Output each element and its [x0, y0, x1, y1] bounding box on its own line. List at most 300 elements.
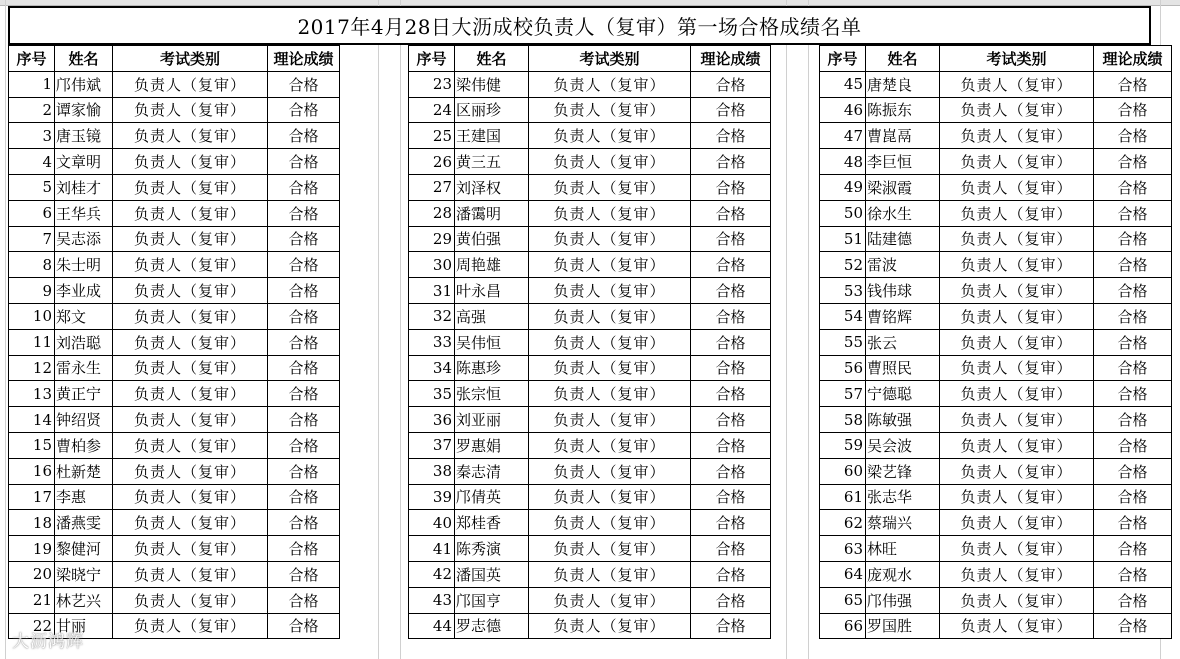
table-row	[820, 484, 1172, 510]
category-cell: 负责人（复审）	[113, 252, 268, 278]
table-row	[820, 174, 1172, 200]
table-row	[820, 97, 1172, 123]
name-cell: 曹铭辉	[866, 303, 940, 329]
score-cell: 合格	[691, 536, 771, 562]
category-cell: 负责人（复审）	[529, 329, 691, 355]
category-cell: 负责人（复审）	[940, 381, 1094, 407]
seq-cell: 38	[409, 458, 455, 484]
score-cell: 合格	[1094, 536, 1172, 562]
score-cell: 合格	[1094, 587, 1172, 613]
name-cell: 文章明	[55, 149, 113, 175]
seq-cell: 26	[409, 149, 455, 175]
table-row	[9, 200, 340, 226]
name-cell: 杜新楚	[55, 458, 113, 484]
seq-cell: 5	[9, 174, 55, 200]
header-seq: 序号	[820, 46, 866, 72]
table-row	[9, 123, 340, 149]
category-cell: 负责人（复审）	[529, 123, 691, 149]
name-cell: 梁晓宁	[55, 561, 113, 587]
seq-cell: 19	[9, 536, 55, 562]
name-cell: 张云	[866, 329, 940, 355]
category-cell: 负责人（复审）	[940, 510, 1094, 536]
seq-cell: 12	[9, 355, 55, 381]
table-row	[409, 510, 771, 536]
table-row	[409, 278, 771, 304]
table-row	[820, 407, 1172, 433]
name-cell: 郑桂香	[455, 510, 529, 536]
name-cell: 蔡瑞兴	[866, 510, 940, 536]
name-cell: 黎健河	[55, 536, 113, 562]
table-row	[9, 381, 340, 407]
seq-cell: 43	[409, 587, 455, 613]
name-cell: 吴会波	[866, 432, 940, 458]
score-cell: 合格	[691, 303, 771, 329]
table-row	[9, 432, 340, 458]
category-cell: 负责人（复审）	[940, 458, 1094, 484]
score-cell: 合格	[268, 123, 340, 149]
name-cell: 甘丽	[55, 613, 113, 639]
category-cell: 负责人（复审）	[940, 536, 1094, 562]
category-cell: 负责人（复审）	[529, 458, 691, 484]
category-cell: 负责人（复审）	[529, 200, 691, 226]
results-table-3	[819, 45, 1172, 639]
name-cell: 刘浩聪	[55, 329, 113, 355]
name-cell: 王建国	[455, 123, 529, 149]
seq-cell: 60	[820, 458, 866, 484]
table-row	[9, 149, 340, 175]
name-cell: 区丽珍	[455, 97, 529, 123]
category-cell: 负责人（复审）	[113, 355, 268, 381]
category-cell: 负责人（复审）	[529, 174, 691, 200]
score-cell: 合格	[691, 432, 771, 458]
table-row	[9, 303, 340, 329]
name-cell: 刘泽权	[455, 174, 529, 200]
score-cell: 合格	[268, 355, 340, 381]
seq-cell: 52	[820, 252, 866, 278]
seq-cell: 7	[9, 226, 55, 252]
table-row	[9, 278, 340, 304]
category-cell: 负责人（复审）	[529, 587, 691, 613]
category-cell: 负责人（复审）	[113, 226, 268, 252]
category-cell: 负责人（复审）	[940, 71, 1094, 97]
name-cell: 刘桂才	[55, 174, 113, 200]
category-cell: 负责人（复审）	[529, 149, 691, 175]
score-cell: 合格	[268, 303, 340, 329]
category-cell: 负责人（复审）	[529, 252, 691, 278]
name-cell: 潘国英	[455, 561, 529, 587]
category-cell: 负责人（复审）	[529, 536, 691, 562]
name-cell: 宁德聪	[866, 381, 940, 407]
table-row	[409, 561, 771, 587]
seq-cell: 20	[9, 561, 55, 587]
category-cell: 负责人（复审）	[113, 303, 268, 329]
name-cell: 刘亚丽	[455, 407, 529, 433]
category-cell: 负责人（复审）	[113, 432, 268, 458]
score-cell: 合格	[1094, 278, 1172, 304]
table-row	[820, 613, 1172, 639]
score-cell: 合格	[691, 200, 771, 226]
score-cell: 合格	[1094, 484, 1172, 510]
name-cell: 罗国胜	[866, 613, 940, 639]
name-cell: 黄伯强	[455, 226, 529, 252]
category-cell: 负责人（复审）	[940, 278, 1094, 304]
seq-cell: 24	[409, 97, 455, 123]
category-cell: 负责人（复审）	[940, 149, 1094, 175]
table-row	[9, 587, 340, 613]
name-cell: 邝伟强	[866, 587, 940, 613]
category-cell: 负责人（复审）	[529, 510, 691, 536]
seq-cell: 13	[9, 381, 55, 407]
table-row	[820, 536, 1172, 562]
seq-cell: 39	[409, 484, 455, 510]
score-cell: 合格	[1094, 200, 1172, 226]
score-cell: 合格	[691, 484, 771, 510]
category-cell: 负责人（复审）	[529, 381, 691, 407]
table-row	[409, 123, 771, 149]
table-row	[9, 174, 340, 200]
seq-cell: 58	[820, 407, 866, 433]
table-row	[409, 484, 771, 510]
category-cell: 负责人（复审）	[529, 278, 691, 304]
score-cell: 合格	[1094, 97, 1172, 123]
score-cell: 合格	[1094, 226, 1172, 252]
table-row	[409, 587, 771, 613]
seq-cell: 53	[820, 278, 866, 304]
category-cell: 负责人（复审）	[113, 510, 268, 536]
table-row	[409, 71, 771, 97]
score-cell: 合格	[1094, 381, 1172, 407]
category-cell: 负责人（复审）	[113, 329, 268, 355]
table-row	[820, 329, 1172, 355]
category-cell: 负责人（复审）	[529, 71, 691, 97]
name-cell: 高强	[455, 303, 529, 329]
table-row	[820, 587, 1172, 613]
header-seq: 序号	[9, 46, 55, 72]
table-row	[409, 613, 771, 639]
table-row	[820, 149, 1172, 175]
score-cell: 合格	[1094, 432, 1172, 458]
seq-cell: 1	[9, 71, 55, 97]
category-cell: 负责人（复审）	[113, 200, 268, 226]
score-cell: 合格	[268, 613, 340, 639]
seq-cell: 23	[409, 71, 455, 97]
grid-column-line	[378, 0, 379, 659]
table-row	[409, 149, 771, 175]
header-name: 姓名	[866, 46, 940, 72]
name-cell: 黄三五	[455, 149, 529, 175]
seq-cell: 16	[9, 458, 55, 484]
category-cell: 负责人（复审）	[940, 432, 1094, 458]
grid-column-line	[808, 0, 809, 659]
table-row	[9, 71, 340, 97]
category-cell: 负责人（复审）	[940, 613, 1094, 639]
header-category: 考试类别	[113, 46, 268, 72]
category-cell: 负责人（复审）	[113, 97, 268, 123]
category-cell: 负责人（复审）	[113, 407, 268, 433]
seq-cell: 31	[409, 278, 455, 304]
name-cell: 邝倩英	[455, 484, 529, 510]
seq-cell: 65	[820, 587, 866, 613]
name-cell: 徐水生	[866, 200, 940, 226]
table-row	[820, 71, 1172, 97]
seq-cell: 36	[409, 407, 455, 433]
score-cell: 合格	[268, 278, 340, 304]
seq-cell: 64	[820, 561, 866, 587]
name-cell: 罗志德	[455, 613, 529, 639]
category-cell: 负责人（复审）	[940, 174, 1094, 200]
name-cell: 曹崑鬲	[866, 123, 940, 149]
score-cell: 合格	[268, 536, 340, 562]
score-cell: 合格	[691, 149, 771, 175]
name-cell: 陈秀演	[455, 536, 529, 562]
category-cell: 负责人（复审）	[113, 278, 268, 304]
header-name: 姓名	[455, 46, 529, 72]
seq-cell: 17	[9, 484, 55, 510]
score-cell: 合格	[268, 252, 340, 278]
table-header-row	[409, 46, 771, 72]
name-cell: 陈敏强	[866, 407, 940, 433]
table-row	[409, 329, 771, 355]
table-row	[409, 407, 771, 433]
name-cell: 吴伟恒	[455, 329, 529, 355]
score-cell: 合格	[1094, 174, 1172, 200]
table-row	[9, 510, 340, 536]
score-cell: 合格	[1094, 458, 1172, 484]
score-cell: 合格	[1094, 149, 1172, 175]
score-cell: 合格	[1094, 561, 1172, 587]
seq-cell: 30	[409, 252, 455, 278]
header-seq: 序号	[409, 46, 455, 72]
name-cell: 李惠	[55, 484, 113, 510]
name-cell: 叶永昌	[455, 278, 529, 304]
seq-cell: 49	[820, 174, 866, 200]
category-cell: 负责人（复审）	[940, 329, 1094, 355]
category-cell: 负责人（复审）	[529, 97, 691, 123]
name-cell: 邝伟斌	[55, 71, 113, 97]
name-cell: 钱伟球	[866, 278, 940, 304]
category-cell: 负责人（复审）	[940, 200, 1094, 226]
score-cell: 合格	[268, 71, 340, 97]
header-category: 考试类别	[529, 46, 691, 72]
table-row	[409, 226, 771, 252]
name-cell: 曹柏参	[55, 432, 113, 458]
seq-cell: 56	[820, 355, 866, 381]
category-cell: 负责人（复审）	[940, 587, 1094, 613]
category-cell: 负责人（复审）	[529, 355, 691, 381]
name-cell: 潘霭明	[455, 200, 529, 226]
table-row	[820, 123, 1172, 149]
category-cell: 负责人（复审）	[529, 226, 691, 252]
table-row	[820, 278, 1172, 304]
category-cell: 负责人（复审）	[940, 252, 1094, 278]
seq-cell: 3	[9, 123, 55, 149]
name-cell: 朱士明	[55, 252, 113, 278]
table-row	[820, 432, 1172, 458]
seq-cell: 35	[409, 381, 455, 407]
results-table-1	[8, 45, 340, 639]
seq-cell: 61	[820, 484, 866, 510]
table-row	[409, 174, 771, 200]
category-cell: 负责人（复审）	[529, 407, 691, 433]
score-cell: 合格	[691, 510, 771, 536]
name-cell: 李巨恒	[866, 149, 940, 175]
seq-cell: 34	[409, 355, 455, 381]
score-cell: 合格	[268, 226, 340, 252]
score-cell: 合格	[268, 174, 340, 200]
score-cell: 合格	[1094, 355, 1172, 381]
table-row	[9, 536, 340, 562]
name-cell: 王华兵	[55, 200, 113, 226]
seq-cell: 37	[409, 432, 455, 458]
seq-cell: 66	[820, 613, 866, 639]
table-row	[820, 355, 1172, 381]
score-cell: 合格	[1094, 613, 1172, 639]
score-cell: 合格	[1094, 407, 1172, 433]
score-cell: 合格	[268, 561, 340, 587]
table-row	[409, 381, 771, 407]
seq-cell: 45	[820, 71, 866, 97]
name-cell: 雷永生	[55, 355, 113, 381]
seq-cell: 41	[409, 536, 455, 562]
name-cell: 邝国亨	[455, 587, 529, 613]
table-row	[409, 355, 771, 381]
name-cell: 梁淑霞	[866, 174, 940, 200]
seq-cell: 33	[409, 329, 455, 355]
score-cell: 合格	[691, 71, 771, 97]
name-cell: 陈惠珍	[455, 355, 529, 381]
category-cell: 负责人（复审）	[529, 613, 691, 639]
seq-cell: 57	[820, 381, 866, 407]
name-cell: 李业成	[55, 278, 113, 304]
name-cell: 陆建德	[866, 226, 940, 252]
category-cell: 负责人（复审）	[113, 484, 268, 510]
category-cell: 负责人（复审）	[113, 174, 268, 200]
seq-cell: 63	[820, 536, 866, 562]
seq-cell: 6	[9, 200, 55, 226]
table-row	[409, 200, 771, 226]
category-cell: 负责人（复审）	[113, 149, 268, 175]
score-cell: 合格	[268, 97, 340, 123]
score-cell: 合格	[268, 329, 340, 355]
seq-cell: 4	[9, 149, 55, 175]
score-cell: 合格	[691, 561, 771, 587]
seq-cell: 25	[409, 123, 455, 149]
score-cell: 合格	[268, 407, 340, 433]
score-cell: 合格	[691, 329, 771, 355]
table-row	[409, 252, 771, 278]
name-cell: 吴志添	[55, 226, 113, 252]
score-cell: 合格	[268, 149, 340, 175]
table-row	[9, 561, 340, 587]
table-row	[820, 381, 1172, 407]
table-row	[820, 252, 1172, 278]
category-cell: 负责人（复审）	[940, 355, 1094, 381]
category-cell: 负责人（复审）	[113, 561, 268, 587]
seq-cell: 2	[9, 97, 55, 123]
seq-cell: 9	[9, 278, 55, 304]
score-cell: 合格	[1094, 303, 1172, 329]
table-row	[820, 200, 1172, 226]
category-cell: 负责人（复审）	[940, 484, 1094, 510]
name-cell: 钟绍贤	[55, 407, 113, 433]
table-row	[9, 484, 340, 510]
name-cell: 黄正宁	[55, 381, 113, 407]
seq-cell: 21	[9, 587, 55, 613]
category-cell: 负责人（复审）	[529, 432, 691, 458]
category-cell: 负责人（复审）	[529, 484, 691, 510]
name-cell: 罗惠娟	[455, 432, 529, 458]
table-row	[9, 329, 340, 355]
score-cell: 合格	[1094, 71, 1172, 97]
name-cell: 梁艺锋	[866, 458, 940, 484]
seq-cell: 29	[409, 226, 455, 252]
category-cell: 负责人（复审）	[940, 123, 1094, 149]
document-title: 2017年4月28日大沥成校负责人（复审）第一场合格成绩名单	[8, 6, 1151, 45]
category-cell: 负责人（复审）	[529, 303, 691, 329]
category-cell: 负责人（复审）	[113, 536, 268, 562]
score-cell: 合格	[691, 252, 771, 278]
score-cell: 合格	[1094, 123, 1172, 149]
name-cell: 曹照民	[866, 355, 940, 381]
score-cell: 合格	[691, 174, 771, 200]
score-cell: 合格	[268, 458, 340, 484]
score-cell: 合格	[1094, 329, 1172, 355]
name-cell: 谭家愉	[55, 97, 113, 123]
grid-column-line	[400, 0, 401, 659]
score-cell: 合格	[691, 587, 771, 613]
header-score: 理论成绩	[691, 46, 771, 72]
seq-cell: 28	[409, 200, 455, 226]
seq-cell: 14	[9, 407, 55, 433]
name-cell: 郑文	[55, 303, 113, 329]
seq-cell: 48	[820, 149, 866, 175]
table-row	[409, 536, 771, 562]
table-row	[9, 407, 340, 433]
category-cell: 负责人（复审）	[113, 613, 268, 639]
name-cell: 陈振东	[866, 97, 940, 123]
score-cell: 合格	[1094, 510, 1172, 536]
score-cell: 合格	[691, 278, 771, 304]
seq-cell: 18	[9, 510, 55, 536]
table-row	[820, 226, 1172, 252]
seq-cell: 62	[820, 510, 866, 536]
watermark-text: 大沥鸿辉	[12, 632, 84, 652]
table-row	[409, 97, 771, 123]
table-row	[820, 458, 1172, 484]
seq-cell: 44	[409, 613, 455, 639]
header-category: 考试类别	[940, 46, 1094, 72]
name-cell: 梁伟健	[455, 71, 529, 97]
score-cell: 合格	[691, 613, 771, 639]
score-cell: 合格	[268, 484, 340, 510]
category-cell: 负责人（复审）	[113, 71, 268, 97]
category-cell: 负责人（复审）	[113, 123, 268, 149]
seq-cell: 54	[820, 303, 866, 329]
category-cell: 负责人（复审）	[113, 381, 268, 407]
category-cell: 负责人（复审）	[529, 561, 691, 587]
name-cell: 秦志清	[455, 458, 529, 484]
seq-cell: 10	[9, 303, 55, 329]
category-cell: 负责人（复审）	[113, 587, 268, 613]
score-cell: 合格	[691, 97, 771, 123]
seq-cell: 8	[9, 252, 55, 278]
category-cell: 负责人（复审）	[940, 97, 1094, 123]
table-header-row	[9, 46, 340, 72]
table-header-row	[820, 46, 1172, 72]
seq-cell: 50	[820, 200, 866, 226]
table-row	[820, 561, 1172, 587]
score-cell: 合格	[691, 407, 771, 433]
